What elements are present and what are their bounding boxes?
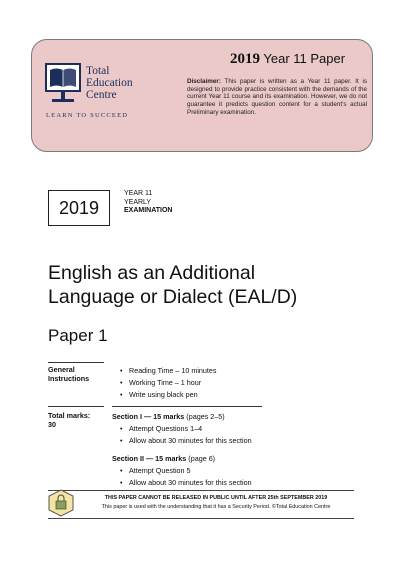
section-1-heading xyxy=(112,412,225,421)
logo-text-education: Education xyxy=(86,77,133,89)
list-item: • Write using black pen xyxy=(120,389,217,401)
paper-title-year: 2019 xyxy=(230,51,260,67)
exam-type-yearly: YEARLY xyxy=(124,198,152,206)
general-instructions-list xyxy=(120,365,217,401)
release-notice-line2: This paper is used with the understanding that it has a Security Period. ©Total Education Centre xyxy=(101,504,331,510)
logo-text-centre: Centre xyxy=(86,89,117,101)
instructions-divider xyxy=(48,362,104,363)
general-instructions-label-line2: Instructions xyxy=(48,373,90,383)
list-item: • Working Time – 1 hour xyxy=(120,377,217,389)
list-item: • Reading Time – 10 minutes xyxy=(120,365,217,377)
general-instructions-label-line1: General xyxy=(48,365,75,374)
section-2-pages: (page 6) xyxy=(186,454,216,463)
logo-text-total: Total xyxy=(86,65,110,77)
total-marks-label-line1: Total marks: xyxy=(48,411,91,420)
disclaimer-text: This paper is written as a Year 11 paper. It is designed to provide practice consistent with the demands of the current Year 11 course and its examination. However, we do not guarantee it predicts question content for a student's actual Preliminary examination. xyxy=(187,78,367,116)
disclaimer-label: Disclaimer: xyxy=(187,78,221,85)
subject-title-line1: English as an Additional xyxy=(48,262,256,284)
paper-number: Paper 1 xyxy=(48,326,108,345)
section-1-pages: (pages 2–5) xyxy=(184,412,225,421)
disclaimer xyxy=(187,78,367,117)
release-notice xyxy=(48,490,354,517)
subject-title xyxy=(48,261,297,309)
marks-divider-left xyxy=(48,406,104,407)
security-shield-icon xyxy=(48,489,74,517)
exam-type xyxy=(124,190,172,216)
paper-title xyxy=(230,50,345,68)
release-notice-line1: THIS PAPER CANNOT BE RELEASED IN PUBLIC UNTIL AFTER 25th SEPTEMBER 2019 xyxy=(104,495,328,501)
section-2-list xyxy=(120,465,252,489)
list-item: • Attempt Question 5 xyxy=(120,465,252,477)
section-1-list xyxy=(120,423,252,447)
subject-title-line2: Language or Dialect (EAL/D) xyxy=(48,286,298,308)
section-2-title: Section II — 15 marks xyxy=(112,454,187,463)
header-banner xyxy=(31,39,373,152)
exam-type-examination: EXAMINATION xyxy=(124,207,173,215)
total-education-centre-logo xyxy=(44,62,164,132)
logo-tagline: LEARN TO SUCCEED xyxy=(46,112,129,119)
general-instructions-label xyxy=(48,366,89,383)
section-2-heading xyxy=(112,454,215,463)
list-item: • Allow about 30 minutes for this section xyxy=(120,435,252,447)
total-marks-label xyxy=(48,412,90,429)
paper-title-text: Year 11 Paper xyxy=(260,51,346,66)
marks-divider-right xyxy=(112,406,262,407)
book-monitor-icon xyxy=(44,62,84,108)
list-item: • Allow about 30 minutes for this section xyxy=(120,477,252,489)
section-1-title: Section I — 15 marks xyxy=(112,412,185,421)
exam-type-year: YEAR 11 xyxy=(124,190,153,197)
total-marks-value: 30 xyxy=(48,419,56,429)
year-box: 2019 xyxy=(48,190,110,226)
list-item: • Attempt Questions 1–4 xyxy=(120,423,252,435)
